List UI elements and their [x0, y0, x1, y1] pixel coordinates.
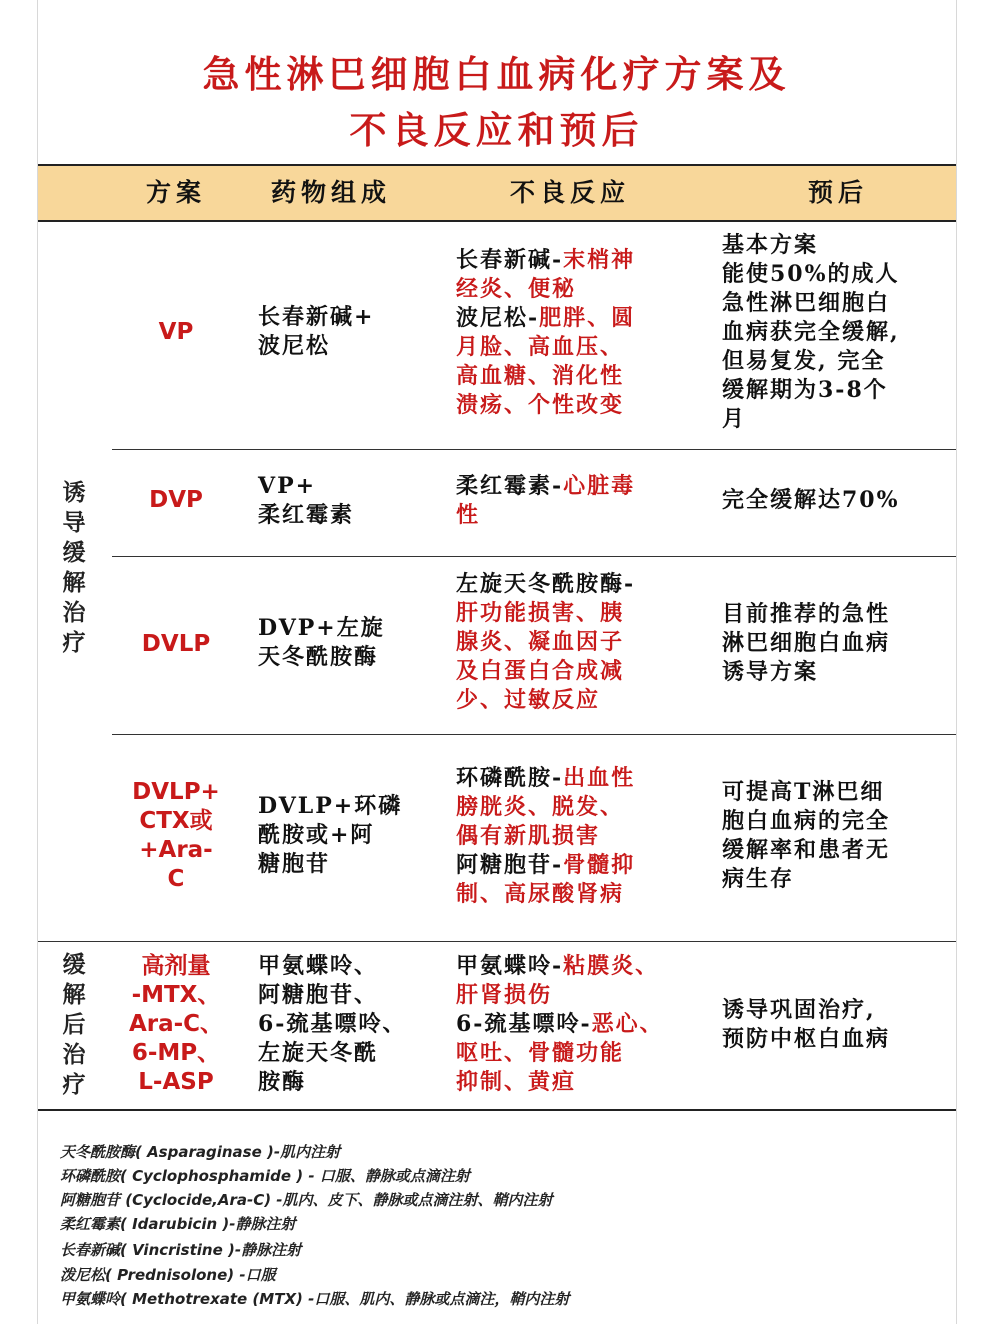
- drugs-line: 长春新碱+: [258, 304, 375, 330]
- table-bottom-border: [38, 1109, 956, 1111]
- row-divider: [112, 556, 956, 557]
- adverse-line: [456, 391, 706, 420]
- prognosis-line: 目前推荐的急性: [722, 601, 891, 627]
- footnote: 泼尼松( Prednisolone) -口服: [60, 1266, 276, 1284]
- prognosis-line: 病生存: [722, 866, 795, 892]
- row-adverse-cell: [456, 764, 706, 909]
- drugs-line: 柔红霉素: [258, 502, 355, 528]
- phase-induction-char-line: 诱: [62, 479, 86, 506]
- drugs-line: 6-巯基嘌呤、: [258, 1011, 407, 1037]
- row-divider: [112, 734, 956, 735]
- adverse-line: [456, 952, 716, 981]
- phase-post-char-line: 疗: [62, 1071, 86, 1098]
- row-prognosis-cell: [722, 231, 956, 434]
- adverse-effect-text: 偶有新肌损害: [456, 823, 601, 849]
- adverse-effect-text: 高血糖、消化性: [456, 363, 625, 389]
- adverse-line: [456, 981, 716, 1010]
- row-adverse-cell: [456, 952, 716, 1097]
- drugs-line: DVP+左旋: [258, 615, 385, 641]
- row-plan-cell: [112, 952, 240, 1097]
- adverse-effect-text: 性: [456, 502, 481, 528]
- adverse-effect-text: 溃疡、个性改变: [456, 392, 625, 418]
- page-title-line-2: 不良反应和预后: [349, 108, 644, 152]
- adverse-effect-text: 及白蛋白合成减: [456, 658, 625, 684]
- row-prognosis-cell: [722, 778, 956, 894]
- drugs-line: 波尼松: [258, 333, 331, 359]
- row-adverse-cell: [456, 472, 706, 530]
- page-title-line-1: 急性淋巴细胞白血病化疗方案及: [202, 52, 791, 96]
- adverse-line: [456, 570, 706, 599]
- adverse-effect-text: 肥胖、圆: [539, 305, 636, 331]
- row-prognosis-cell: [722, 996, 956, 1054]
- adverse-effect-text: 呕吐、骨髓功能: [456, 1040, 625, 1066]
- adverse-effect-text: 粘膜炎、: [563, 953, 660, 979]
- plan-line: DVLP: [141, 631, 211, 657]
- row-adverse-cell: [456, 246, 706, 420]
- adverse-line: [456, 1039, 716, 1068]
- table-header: [38, 164, 956, 222]
- page-border-right: [956, 0, 957, 1324]
- prognosis-line: 缓解期为3-8个: [722, 377, 888, 403]
- phase-post-char-line: 解: [62, 981, 86, 1008]
- row-prognosis-cell: [722, 600, 956, 687]
- row-drugs-cell: [258, 952, 448, 1097]
- adverse-effect-text: 膀胱炎、脱发、: [456, 794, 625, 820]
- adverse-effect-text: 经炎、便秘: [456, 276, 577, 302]
- prognosis-line: 基本方案: [722, 232, 819, 258]
- adverse-line: [456, 362, 706, 391]
- prognosis-line: 血病获完全缓解,: [722, 319, 900, 345]
- adverse-line: [456, 246, 706, 275]
- adverse-effect-text: 恶心、: [591, 1011, 664, 1037]
- phase-label-post-remission: [54, 950, 94, 1100]
- plan-line: L-ASP: [138, 1069, 214, 1095]
- plan-line: CTX或: [139, 808, 213, 834]
- drugs-line: 阿糖胞苷、: [258, 982, 379, 1008]
- row-adverse-cell: [456, 570, 706, 715]
- footnote: 环磷酰胺( Cyclophosphamide ) - 口服、静脉或点滴注射: [60, 1167, 470, 1185]
- adverse-line: [456, 1010, 716, 1039]
- adverse-effect-text: 心脏毒: [563, 473, 636, 499]
- section-divider: [38, 941, 956, 942]
- prognosis-line: 胞白血病的完全: [722, 808, 891, 834]
- adverse-line: [456, 472, 706, 501]
- adverse-effect-text: 月脸、高血压、: [456, 334, 625, 360]
- row-drugs-cell: [258, 472, 438, 530]
- drugs-line: 天冬酰胺酶: [258, 644, 379, 670]
- prognosis-line: 能使50%的成人: [722, 261, 900, 287]
- prognosis-line: 预防中枢白血病: [722, 1026, 891, 1052]
- plan-line: -MTX、: [131, 982, 221, 1008]
- drug-name-text: 环磷酰胺-: [456, 765, 564, 791]
- header-prognosis: 预后: [807, 178, 868, 207]
- drugs-line: 甲氨蝶呤、: [258, 953, 379, 979]
- drugs-line: 左旋天冬酰: [258, 1040, 379, 1066]
- adverse-line: [456, 686, 706, 715]
- prognosis-line: 淋巴细胞白血病: [722, 630, 891, 656]
- adverse-line: [456, 880, 706, 909]
- row-drugs-cell: [258, 792, 438, 879]
- drug-name-text: 柔红霉素-: [456, 473, 564, 499]
- adverse-line: [456, 764, 706, 793]
- row-drugs-cell: [258, 303, 438, 361]
- adverse-line: [456, 304, 706, 333]
- adverse-line: [456, 793, 706, 822]
- prognosis-line: 但易复发, 完全: [722, 348, 886, 374]
- adverse-line: [456, 501, 706, 530]
- adverse-effect-text: 少、过敏反应: [456, 687, 601, 713]
- adverse-line: [456, 599, 706, 628]
- prognosis-line: 急性淋巴细胞白: [722, 290, 891, 316]
- phase-label-induction: [54, 478, 94, 658]
- phase-induction-char-line: 导: [62, 509, 86, 536]
- header-drugs: 药物组成: [270, 178, 391, 207]
- row-plan-cell: [118, 778, 234, 894]
- drugs-line: DVLP+环磷: [258, 793, 403, 819]
- footnote: 阿糖胞苷 (Cyclocide,Ara-C) -肌内、皮下、静脉或点滴注射、鞘内注射: [60, 1191, 553, 1209]
- phase-post-char-line: 缓: [62, 951, 86, 978]
- adverse-effect-text: 制、高尿酸肾病: [456, 881, 625, 907]
- adverse-line: [456, 628, 706, 657]
- drug-name-text: 长春新碱-: [456, 247, 564, 273]
- adverse-line: [456, 657, 706, 686]
- adverse-line: [456, 275, 706, 304]
- adverse-effect-text: 抑制、黄疸: [456, 1069, 577, 1095]
- adverse-line: [456, 333, 706, 362]
- footnote: 长春新碱( Vincristine )-静脉注射: [60, 1241, 302, 1259]
- phase-post-char-line: 治: [62, 1041, 86, 1068]
- prognosis-line: 月: [722, 406, 747, 432]
- plan-line: VP: [158, 319, 194, 345]
- adverse-line: [456, 1068, 716, 1097]
- adverse-effect-text: 肝功能损害、胰: [456, 600, 625, 626]
- plan-line: 6-MP、: [131, 1040, 221, 1066]
- row-plan-cell: [118, 630, 234, 659]
- plan-line: C: [167, 866, 185, 892]
- header-plan: 方案: [145, 178, 206, 207]
- phase-induction-char-line: 疗: [62, 629, 86, 656]
- plan-line: DVP: [149, 487, 203, 513]
- prognosis-line: 完全缓解达70%: [722, 487, 900, 513]
- adverse-effect-text: 肝肾损伤: [456, 982, 553, 1008]
- footnote: 天冬酰胺酶( Asparaginase )-肌内注射: [60, 1143, 341, 1161]
- drugs-line: 酰胺或+阿: [258, 822, 375, 848]
- drug-name-text: 6-巯基嘌呤-: [456, 1011, 592, 1037]
- plan-line: +Ara-: [139, 837, 213, 863]
- drugs-line: 糖胞苷: [258, 851, 331, 877]
- drug-name-text: 阿糖胞苷-: [456, 852, 564, 878]
- row-prognosis-cell: [722, 486, 956, 515]
- adverse-effect-text: 腺炎、凝血因子: [456, 629, 625, 655]
- prognosis-line: 诱导巩固治疗,: [722, 997, 876, 1023]
- prognosis-line: 缓解率和患者无: [722, 837, 891, 863]
- adverse-effect-text: 骨髓抑: [563, 852, 636, 878]
- drug-name-text: 左旋天冬酰胺酶-: [456, 571, 636, 597]
- prognosis-line: 可提高T淋巴细: [722, 779, 885, 805]
- adverse-effect-text: 出血性: [563, 765, 636, 791]
- prognosis-line: 诱导方案: [722, 659, 819, 685]
- drug-name-text: 波尼松-: [456, 305, 540, 331]
- footnote: 甲氨蝶呤( Methotrexate (MTX) -口服、肌内、静脉或点滴注，鞘内注射: [60, 1290, 570, 1308]
- row-plan-cell: [118, 318, 234, 347]
- drugs-line: 胺酶: [258, 1069, 307, 1095]
- header-adverse: 不良反应: [509, 178, 630, 207]
- plan-line: Ara-C、: [128, 1011, 224, 1037]
- adverse-line: [456, 851, 706, 880]
- adverse-line: [456, 822, 706, 851]
- footnote: 柔红霉素( Idarubicin )-静脉注射: [60, 1215, 296, 1233]
- row-divider: [112, 449, 956, 450]
- row-drugs-cell: [258, 614, 438, 672]
- phase-induction-char-line: 解: [62, 569, 86, 596]
- adverse-effect-text: 末梢神: [563, 247, 636, 273]
- drug-name-text: 甲氨蝶呤-: [456, 953, 564, 979]
- plan-line: DVLP+: [132, 779, 220, 805]
- plan-line: 高剂量: [141, 953, 211, 979]
- phase-post-char-line: 后: [62, 1011, 86, 1038]
- drugs-line: VP+: [258, 473, 317, 499]
- row-plan-cell: [118, 486, 234, 515]
- phase-induction-char-line: 缓: [62, 539, 86, 566]
- phase-induction-char-line: 治: [62, 599, 86, 626]
